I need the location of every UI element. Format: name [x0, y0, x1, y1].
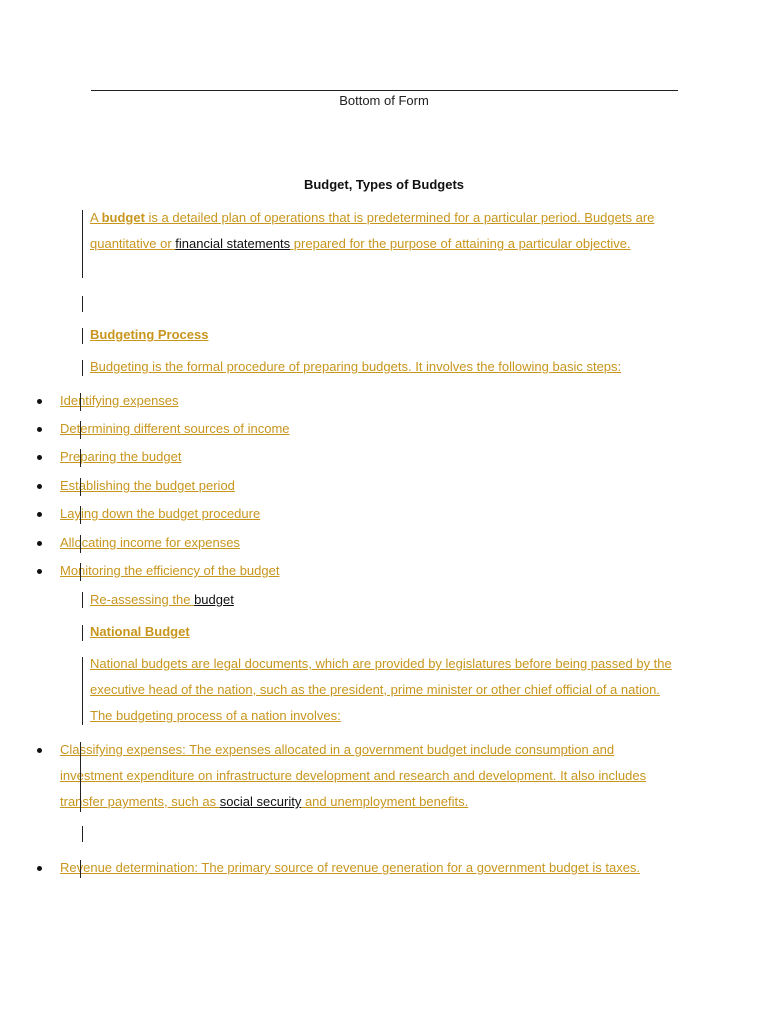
text-cursor-bar [82, 625, 83, 641]
process-text: Budgeting is the formal procedure of preparing budgets. It involves the following basic steps: [90, 359, 622, 374]
text-cursor-bar [80, 535, 81, 553]
text-cursor-bar [80, 563, 81, 581]
text-cursor-bar [80, 742, 81, 812]
text-cursor-bar [82, 592, 83, 608]
page-title: Budget, Types of Budgets [303, 177, 465, 192]
step-link[interactable]: Allocating income for expenses [60, 535, 240, 550]
national-paragraph [90, 651, 680, 729]
text-cursor-bar [80, 449, 81, 467]
text-cursor-bar [82, 296, 83, 312]
text-cursor-bar [80, 421, 81, 439]
classifying-text-part1[interactable]: Classifying expenses: The expenses allocated in a government budget include consumption and investment expenditure on infrastructure development and research and development. It also includes transfer payments, such as [60, 742, 647, 809]
national-budget-link[interactable]: National Budget [90, 624, 190, 639]
bullet-icon [37, 541, 42, 546]
national-heading [90, 619, 680, 645]
text-cursor-bar [80, 393, 81, 411]
bullet-icon [37, 748, 42, 753]
step-link[interactable]: Identifying expenses [60, 393, 179, 408]
text-cursor-bar [80, 478, 81, 496]
bullet-icon [37, 866, 42, 871]
financial-statements-link[interactable]: financial statements [175, 236, 291, 251]
bullet-icon [37, 399, 42, 404]
intro-paragraph [90, 205, 680, 257]
step-link[interactable]: Laying down the budget procedure [60, 506, 261, 521]
text-cursor-bar [80, 506, 81, 524]
intro-text-part2: prepared for the purpose of attaining a particular objective. [290, 236, 631, 251]
text-cursor-bar [82, 210, 83, 278]
social-security-link[interactable]: social security [219, 794, 302, 809]
text-cursor-bar [80, 860, 81, 878]
form-divider [91, 90, 678, 91]
bullet-icon [37, 427, 42, 432]
bullet-icon [37, 569, 42, 574]
text-cursor-bar [82, 360, 83, 376]
revenue-determination-link[interactable]: Revenue determination: The primary source of revenue generation for a government budget is taxes. [60, 860, 641, 875]
intro-text-part1: is a detailed plan of operations that is predetermined for a particular period. Budgets are quantitative or [90, 210, 655, 251]
classifying-expenses-text [60, 737, 670, 815]
budget-link[interactable]: budget [194, 592, 234, 607]
budget-term-link[interactable]: budget [101, 210, 145, 225]
step-link[interactable]: Establishing the budget period [60, 478, 235, 493]
bullet-icon [37, 455, 42, 460]
step-link[interactable]: Preparing the budget [60, 449, 182, 464]
text-cursor-bar [82, 657, 83, 725]
national-text: National budgets are legal documents, which are provided by legislatures before being passed by the executive head of the nation, such as the president, prime minister or other chief official of a nation. The budgeting process of a nation involves: [90, 656, 672, 723]
reassess-paragraph [90, 587, 680, 613]
bullet-icon [37, 512, 42, 517]
text-cursor-bar [82, 328, 83, 344]
intro-prefix: A [90, 210, 102, 225]
step-link[interactable]: Determining different sources of income [60, 421, 290, 436]
text-cursor-bar [82, 826, 83, 842]
process-heading [90, 322, 680, 348]
process-paragraph [90, 354, 680, 380]
classifying-text-part2[interactable]: and unemployment benefits. [301, 794, 469, 809]
bullet-icon [37, 484, 42, 489]
form-caption: Bottom of Form [339, 93, 429, 108]
reassess-text: Re-assessing the [90, 592, 195, 607]
budgeting-process-link[interactable]: Budgeting Process [90, 327, 209, 342]
step-link[interactable]: Monitoring the efficiency of the budget [60, 563, 280, 578]
